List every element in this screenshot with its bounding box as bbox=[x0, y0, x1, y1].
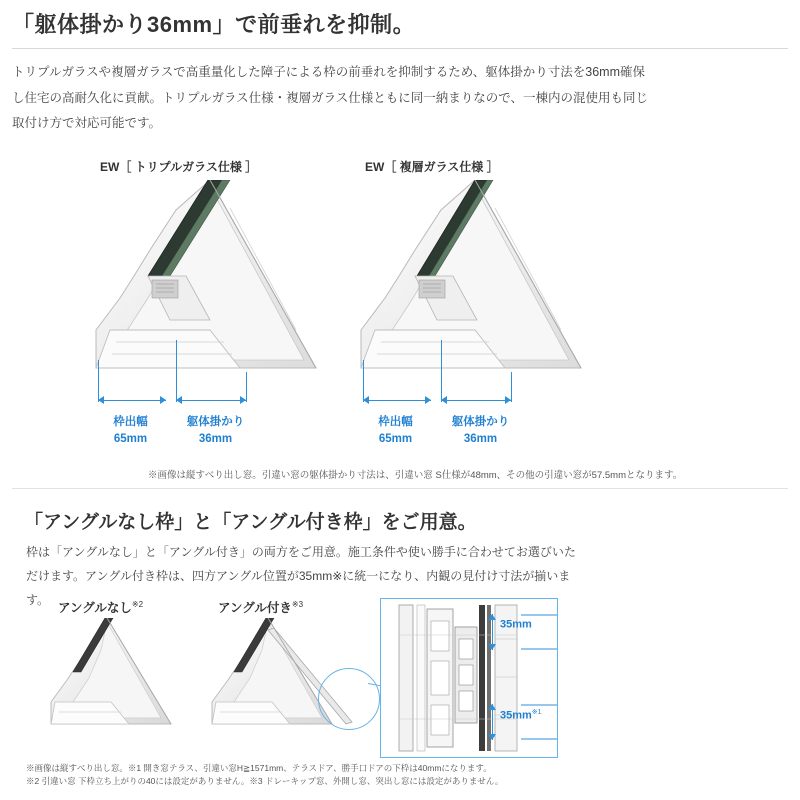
detail-callout-circle bbox=[318, 668, 380, 730]
section1-title: 「躯体掛かり36mm」で前垂れを抑制。 bbox=[12, 12, 416, 37]
detail-dim-arrow-up bbox=[488, 614, 496, 620]
dimension-label-frame-width: 枠出幅 65mm bbox=[378, 416, 413, 445]
figure-caption-no-angle: アングルなし$^{※2}$ bbox=[58, 599, 144, 615]
section2-footnotes bbox=[26, 762, 766, 788]
window-section-diagram-triple bbox=[90, 180, 320, 370]
figure-caption-double-glass: EW［ 複層ガラス仕様 ］ bbox=[365, 160, 499, 174]
detail-dimension-top: 35mm bbox=[500, 618, 532, 631]
section2-divider bbox=[12, 488, 788, 489]
dimension-label-frame-width: 枠出幅 65mm bbox=[113, 416, 148, 445]
section1-body-text: トリプルガラスや複層ガラスで高重量化した障子による枠の前垂れを抑制するため、躯体掛かり寸法を36mm確保し住宅の高耐久化に貢献。トリプルガラス仕様・複層ガラス仕様ともに同一納まりなので、一棟内の混使用も同じ取付け方で対応可能です。 bbox=[12, 65, 649, 131]
detail-dim-arrow-up bbox=[488, 704, 496, 710]
section2-body-text: 枠は「アングルなし」と「アングル付き」の両方をご用意。施工条件や使い勝手に合わせてお選びいただけます。アングル付き枠は、四方アングル位置が35mm※に統一になり、内観の見付け寸法が揃います。 bbox=[26, 545, 576, 607]
dimension-group-double bbox=[353, 392, 523, 447]
figure-caption-triple-glass: EW［ トリプルガラス仕様 ］ bbox=[100, 160, 258, 174]
section2-title: 「アングルなし枠」と「アングル付き枠」をご用意。 bbox=[24, 512, 477, 533]
footnote-line-2: ※2 引違い窓 下枠立ち上がりの40には設定がありません。※3 ドレーキップ窓、外開し窓、突出し窓には設定がありません。 bbox=[26, 776, 504, 787]
dimension-label-structure-overlap: 躯体掛かり 36mm bbox=[186, 416, 245, 445]
window-section-diagram-double bbox=[355, 180, 585, 370]
dimension-label-structure-overlap: 躯体掛かり 36mm bbox=[451, 416, 510, 445]
footnote-line-1: ※画像は縦すべり出し窓。※1 開き窓テラス、引違い窓H≧1571mm、テラスドア、勝手口ドアの下枠は40mmになります。 bbox=[26, 763, 492, 773]
detail-dim-arrow-down bbox=[488, 644, 496, 650]
frame-diagram-no-angle bbox=[45, 618, 185, 728]
figure-caption-with-angle: アングル付き$^{※3}$ bbox=[218, 599, 304, 615]
section1-footnote: ※画像は縦すべり出し窓。引違い窓の躯体掛かり寸法は、引違い窓 S仕様が48mm、その他の引違い窓が57.5mmとなります。 bbox=[148, 470, 683, 481]
dimension-group-triple bbox=[88, 392, 258, 447]
section1-divider bbox=[12, 48, 788, 49]
detail-dim-arrow-down bbox=[488, 734, 496, 740]
detail-dimension-bottom: $35mm^{※1}$ bbox=[500, 709, 542, 722]
